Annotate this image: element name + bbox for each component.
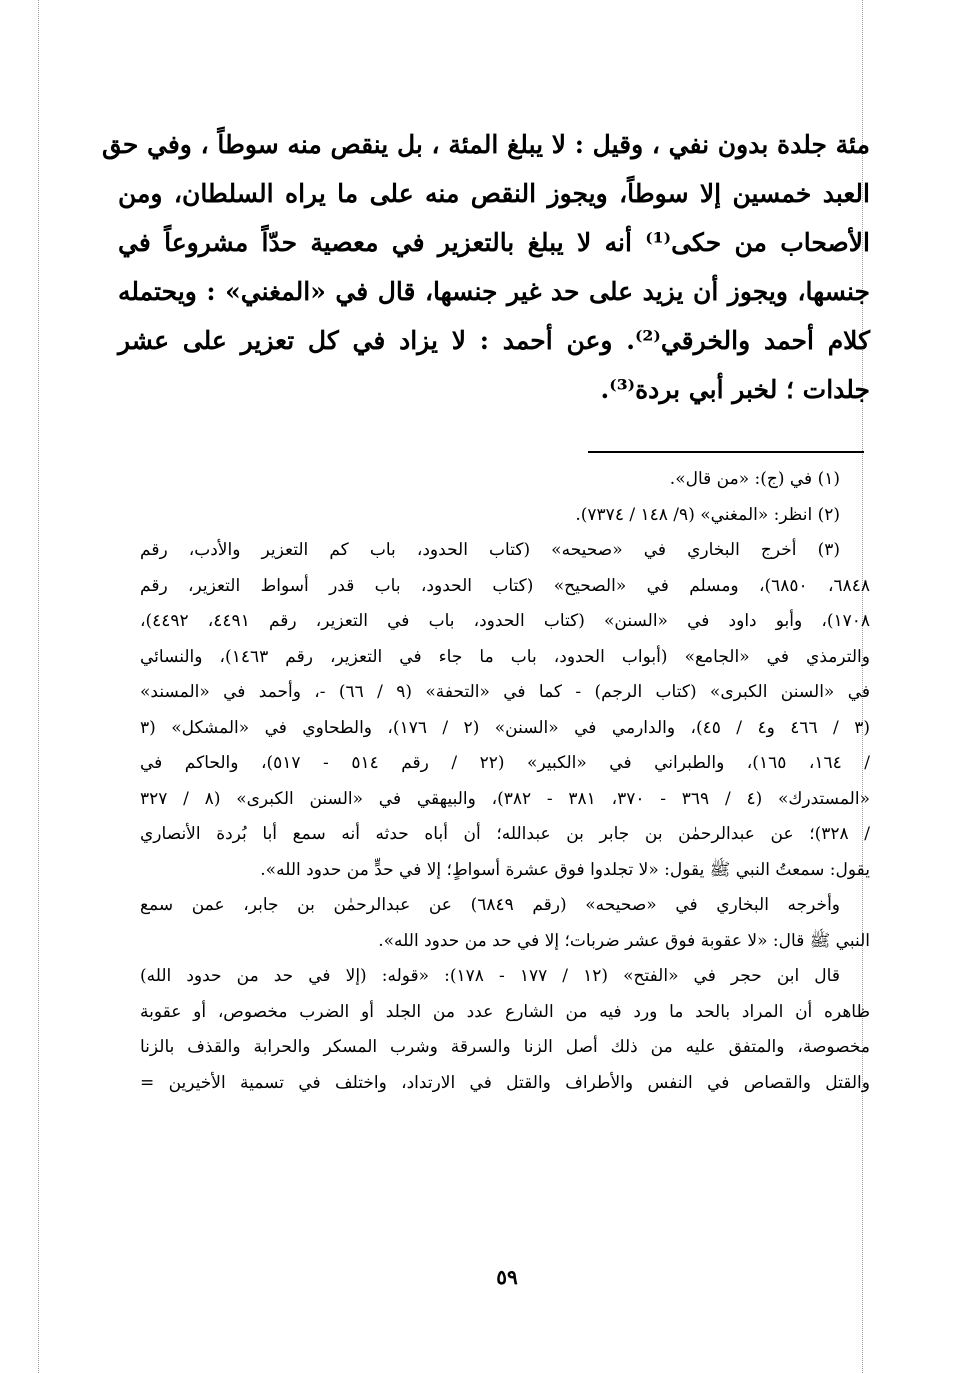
footnote-3-line: (٣ / ٤٦٦ و٤ / ٤٥)، والدارمي في «السنن» (٢ / ١٧٦)، والطحاوي في «المشكل» (٣ <box>140 717 870 738</box>
footnote-1: (١) في (ج): «من قال». <box>669 469 840 489</box>
main-body-text <box>102 120 870 414</box>
footnote-3-line: قال ابن حجر في «الفتح» (١٢ / ١٧٧ - ١٧٨): «قوله: (إلا في حد من حدود الله) <box>140 966 840 986</box>
main-text-line: جلدات ؛ لخبر أبي بردة⁽³⁾. <box>600 375 870 404</box>
left-margin-guide <box>38 0 39 1373</box>
footnotes <box>140 462 870 1101</box>
footnote-3-line: (٣) أخرج البخاري في «صحيحه» (كتاب الحدود، باب كم التعزير والأدب، رقم <box>140 540 840 560</box>
footnote-3-line: في «السنن الكبرى» (كتاب الرجم) - كما في «التحفة» (٩ / ٦٦) -، وأحمد في «المسند» <box>140 682 870 702</box>
main-text-line: جنسها، ويجوز أن يزيد على حد غير جنسها، قال في «المغني» : ويحتمله <box>118 277 870 306</box>
main-text-line: كلام أحمد والخرقي⁽²⁾. وعن أحمد : لا يزاد في كل تعزير على عشر <box>118 326 870 355</box>
main-text-line: مئة جلدة بدون نفي ، وقيل : لا يبلغ المئة ، بل ينقص منه سوطاً ، وفي حق <box>102 130 870 159</box>
footnote-3-line: / ١٦٤، ١٦٥)، والطبراني في «الكبير» (٢٢ / رقم ٥١٤ - ٥١٧)، والحاكم في <box>140 753 870 773</box>
footnote-2: (٢) انظر: «المغني» (٩/ ١٤٨ / ٧٣٧٤). <box>575 504 840 525</box>
footnote-3-line: والترمذي في «الجامع» (أبواب الحدود، باب ما جاء في التعزير، رقم ١٤٦٣)، والنسائي <box>140 646 870 667</box>
footnote-3-line: ٦٨٤٨، ٦٨٥٠)، ومسلم في «الصحيح» (كتاب الحدود، باب قدر أسواط التعزير، رقم <box>140 575 870 596</box>
footnote-3-line: وأخرجه البخاري في «صحيحه» (رقم ٦٨٤٩) عن عبدالرحمٰن بن جابر، عمن سمع <box>140 895 840 915</box>
footnote-3-line: ١٧٠٨)، وأبو داود في «السنن» (كتاب الحدود، باب في التعزير، رقم ٤٤٩١، ٤٤٩٢)، <box>140 611 871 631</box>
footnote-3-line: والقتل والقصاص في النفس والأطراف والقتل في الارتداد، واختلف في تسمية الأخيرين = <box>140 1072 870 1093</box>
main-text-line: الأصحاب من حكى⁽¹⁾ أنه لا يبلغ بالتعزير في معصية حدّاً مشروعاً في <box>118 228 870 257</box>
footnote-3-line: النبي ﷺ قال: «لا عقوبة فوق عشر ضربات؛ إلا في حد من حدود الله». <box>378 930 870 951</box>
footnote-separator <box>588 451 864 453</box>
main-text-line: العبد خمسين إلا سوطاً، ويجوز النقص منه على ما يراه السلطان، ومن <box>118 179 870 208</box>
footnote-3-line: ظاهره أن المراد بالحد ما ورد فيه من الشارع عدد من الجلد أو الضرب مخصوص، أو عقوبة <box>140 1001 870 1022</box>
page-number: ٥٩ <box>496 1265 518 1289</box>
footnote-3-line: / ٣٢٨)؛ عن عبدالرحمٰن بن جابر بن عبدالله؛ أن أباه حدثه أنه سمع أبا بُردة الأنصاري <box>140 824 870 844</box>
footnote-3-line: «المستدرك» (٤ / ٣٦٩ - ٣٧٠، ٣٨١ - ٣٨٢)، والبيهقي في «السنن الكبرى» (٨ / ٣٢٧ <box>140 788 870 809</box>
footnote-3-line: يقول: سمعتُ النبي ﷺ يقول: «لا تجلدوا فوق عشرة أسواطٍ؛ إلا في حدٍّ من حدود الله». <box>260 859 870 880</box>
footnote-3-line: مخصوصة، والمتفق عليه من ذلك أصل الزنا والسرقة وشرب المسكر والحرابة والقذف بالزنا <box>140 1037 870 1057</box>
